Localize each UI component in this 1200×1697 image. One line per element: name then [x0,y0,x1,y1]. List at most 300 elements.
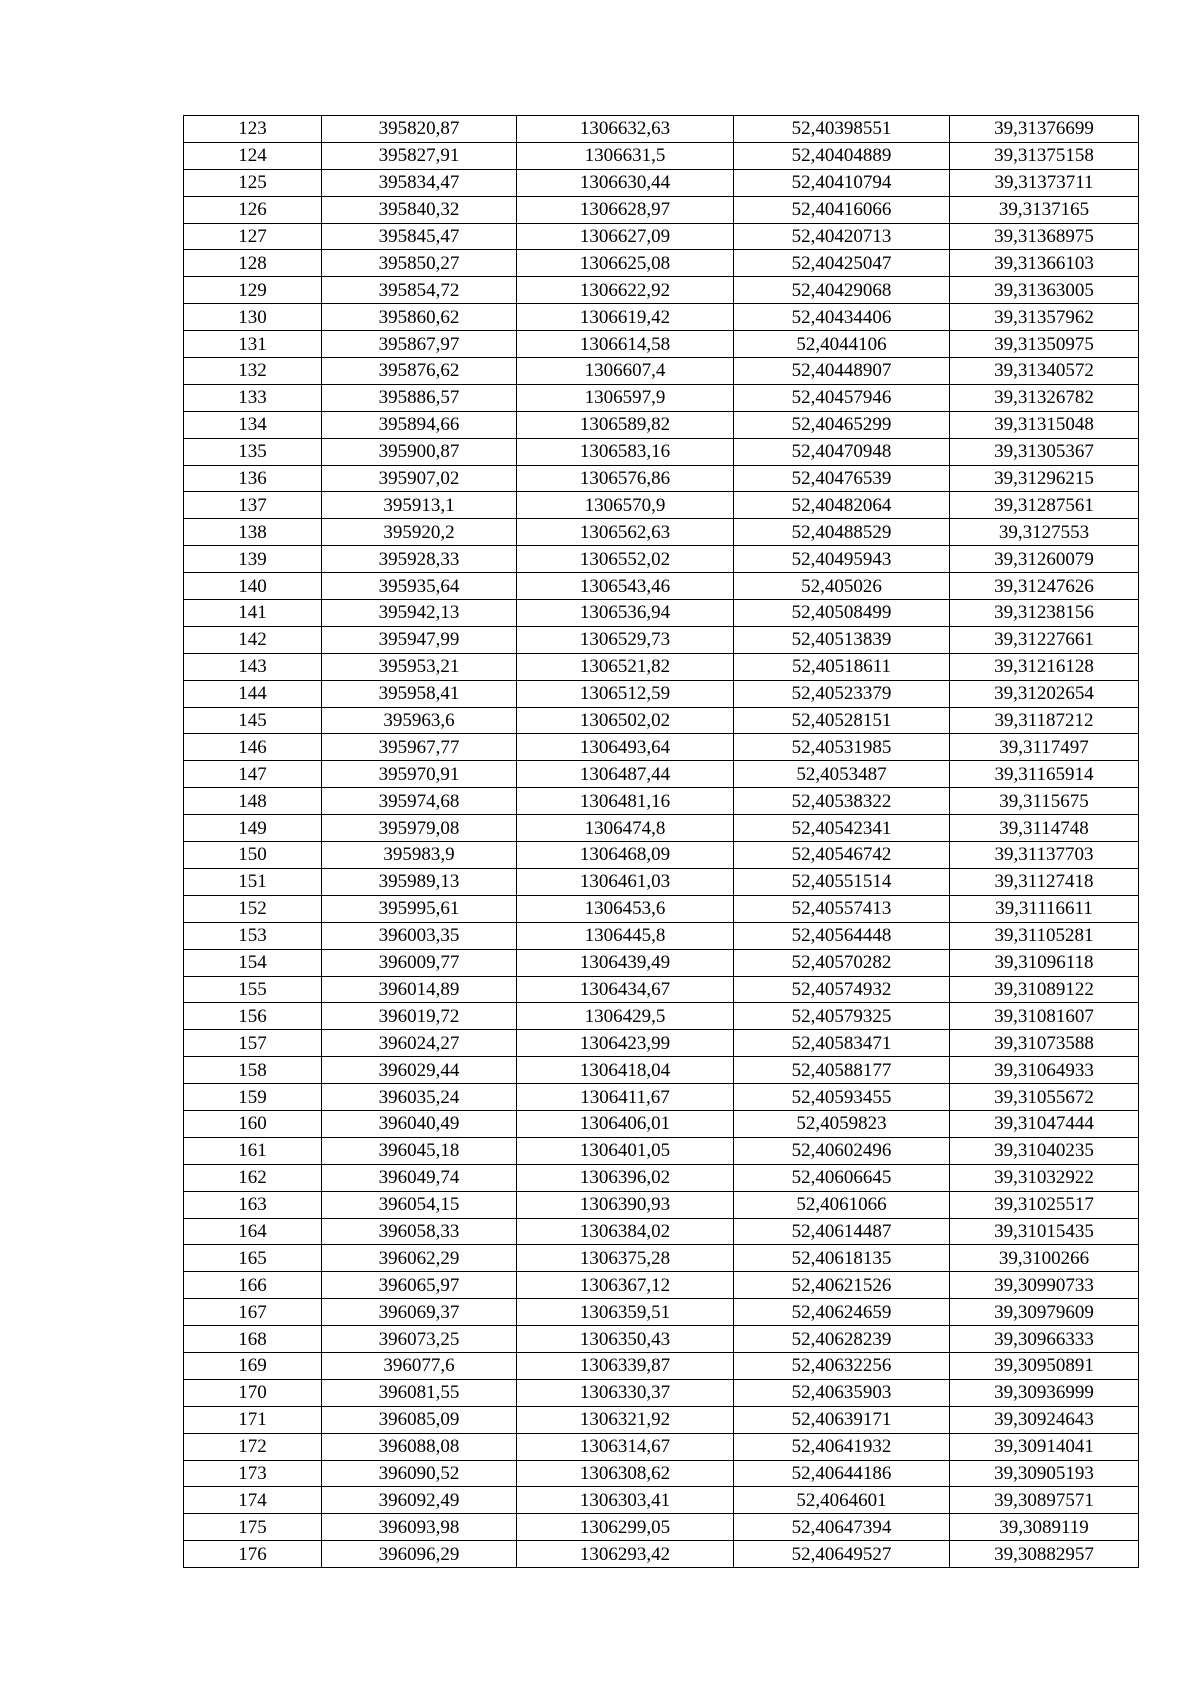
y-coordinate-cell: 1306619,42 [517,304,734,331]
latitude-cell: 52,40420713 [734,223,950,250]
latitude-cell: 52,40588177 [734,1057,950,1084]
point-number-cell: 136 [184,465,322,492]
longitude-cell: 39,31089122 [950,976,1139,1003]
x-coordinate-cell: 396054,15 [322,1191,517,1218]
y-coordinate-cell: 1306631,5 [517,142,734,169]
y-coordinate-cell: 1306552,02 [517,546,734,573]
x-coordinate-cell: 395989,13 [322,868,517,895]
longitude-cell: 39,31055672 [950,1084,1139,1111]
x-coordinate-cell: 395974,68 [322,788,517,815]
point-number-cell: 174 [184,1487,322,1514]
latitude-cell: 52,4053487 [734,761,950,788]
coordinates-table-body [184,116,1139,1568]
x-coordinate-cell: 395970,91 [322,761,517,788]
longitude-cell: 39,30936999 [950,1379,1139,1406]
x-coordinate-cell: 395854,72 [322,277,517,304]
latitude-cell: 52,40632256 [734,1352,950,1379]
table-row [184,304,1139,331]
longitude-cell: 39,3114748 [950,815,1139,842]
x-coordinate-cell: 395840,32 [322,196,517,223]
longitude-cell: 39,3127553 [950,519,1139,546]
table-row [184,734,1139,761]
latitude-cell: 52,40564448 [734,922,950,949]
table-row [184,250,1139,277]
latitude-cell: 52,40621526 [734,1272,950,1299]
latitude-cell: 52,4059823 [734,1110,950,1137]
y-coordinate-cell: 1306367,12 [517,1272,734,1299]
x-coordinate-cell: 396014,89 [322,976,517,1003]
latitude-cell: 52,40495943 [734,546,950,573]
table-row [184,868,1139,895]
latitude-cell: 52,4064601 [734,1487,950,1514]
longitude-cell: 39,31287561 [950,492,1139,519]
y-coordinate-cell: 1306350,43 [517,1326,734,1353]
latitude-cell: 52,40593455 [734,1084,950,1111]
longitude-cell: 39,30897571 [950,1487,1139,1514]
latitude-cell: 52,40523379 [734,680,950,707]
y-coordinate-cell: 1306632,63 [517,116,734,143]
latitude-cell: 52,40606645 [734,1164,950,1191]
x-coordinate-cell: 395983,9 [322,842,517,869]
x-coordinate-cell: 395894,66 [322,411,517,438]
longitude-cell: 39,31081607 [950,1003,1139,1030]
point-number-cell: 124 [184,142,322,169]
latitude-cell: 52,40404889 [734,142,950,169]
longitude-cell: 39,31032922 [950,1164,1139,1191]
latitude-cell: 52,40618135 [734,1245,950,1272]
point-number-cell: 171 [184,1406,322,1433]
x-coordinate-cell: 395963,6 [322,707,517,734]
latitude-cell: 52,40508499 [734,600,950,627]
latitude-cell: 52,4044106 [734,331,950,358]
longitude-cell: 39,31025517 [950,1191,1139,1218]
point-number-cell: 131 [184,331,322,358]
y-coordinate-cell: 1306406,01 [517,1110,734,1137]
latitude-cell: 52,40429068 [734,277,950,304]
latitude-cell: 52,40574932 [734,976,950,1003]
x-coordinate-cell: 396096,29 [322,1541,517,1568]
point-number-cell: 141 [184,600,322,627]
y-coordinate-cell: 1306308,62 [517,1460,734,1487]
table-row [184,1514,1139,1541]
point-number-cell: 176 [184,1541,322,1568]
x-coordinate-cell: 395920,2 [322,519,517,546]
point-number-cell: 167 [184,1299,322,1326]
longitude-cell: 39,31296215 [950,465,1139,492]
y-coordinate-cell: 1306439,49 [517,949,734,976]
table-row [184,1003,1139,1030]
table-row [184,761,1139,788]
latitude-cell: 52,40470948 [734,438,950,465]
y-coordinate-cell: 1306576,86 [517,465,734,492]
table-row [184,949,1139,976]
table-row [184,142,1139,169]
longitude-cell: 39,31363005 [950,277,1139,304]
longitude-cell: 39,31096118 [950,949,1139,976]
point-number-cell: 138 [184,519,322,546]
longitude-cell: 39,31165914 [950,761,1139,788]
y-coordinate-cell: 1306390,93 [517,1191,734,1218]
table-row [184,1487,1139,1514]
point-number-cell: 126 [184,196,322,223]
point-number-cell: 158 [184,1057,322,1084]
longitude-cell: 39,30979609 [950,1299,1139,1326]
table-row [184,331,1139,358]
x-coordinate-cell: 395834,47 [322,169,517,196]
table-row [184,438,1139,465]
table-row [184,1057,1139,1084]
y-coordinate-cell: 1306429,5 [517,1003,734,1030]
longitude-cell: 39,31305367 [950,438,1139,465]
longitude-cell: 39,31040235 [950,1137,1139,1164]
point-number-cell: 159 [184,1084,322,1111]
point-number-cell: 165 [184,1245,322,1272]
table-row [184,1110,1139,1137]
table-row [184,1460,1139,1487]
latitude-cell: 52,40602496 [734,1137,950,1164]
x-coordinate-cell: 396019,72 [322,1003,517,1030]
table-row [184,600,1139,627]
table-row [184,976,1139,1003]
point-number-cell: 153 [184,922,322,949]
point-number-cell: 123 [184,116,322,143]
point-number-cell: 144 [184,680,322,707]
y-coordinate-cell: 1306543,46 [517,573,734,600]
x-coordinate-cell: 395953,21 [322,653,517,680]
x-coordinate-cell: 396090,52 [322,1460,517,1487]
table-row [184,358,1139,385]
longitude-cell: 39,31202654 [950,680,1139,707]
latitude-cell: 52,40570282 [734,949,950,976]
y-coordinate-cell: 1306396,02 [517,1164,734,1191]
table-row [184,384,1139,411]
y-coordinate-cell: 1306562,63 [517,519,734,546]
latitude-cell: 52,40434406 [734,304,950,331]
latitude-cell: 52,40557413 [734,895,950,922]
table-row [184,707,1139,734]
table-row [184,116,1139,143]
latitude-cell: 52,40538322 [734,788,950,815]
x-coordinate-cell: 395876,62 [322,358,517,385]
y-coordinate-cell: 1306570,9 [517,492,734,519]
point-number-cell: 161 [184,1137,322,1164]
longitude-cell: 39,3115675 [950,788,1139,815]
point-number-cell: 142 [184,626,322,653]
x-coordinate-cell: 396049,74 [322,1164,517,1191]
y-coordinate-cell: 1306321,92 [517,1406,734,1433]
longitude-cell: 39,31064933 [950,1057,1139,1084]
latitude-cell: 52,40583471 [734,1030,950,1057]
point-number-cell: 162 [184,1164,322,1191]
point-number-cell: 134 [184,411,322,438]
table-row [184,546,1139,573]
latitude-cell: 52,40410794 [734,169,950,196]
y-coordinate-cell: 1306375,28 [517,1245,734,1272]
longitude-cell: 39,31260079 [950,546,1139,573]
point-number-cell: 155 [184,976,322,1003]
point-number-cell: 156 [184,1003,322,1030]
y-coordinate-cell: 1306583,16 [517,438,734,465]
table-row [184,223,1139,250]
longitude-cell: 39,30905193 [950,1460,1139,1487]
table-row [184,922,1139,949]
table-row [184,1164,1139,1191]
longitude-cell: 39,31238156 [950,600,1139,627]
y-coordinate-cell: 1306529,73 [517,626,734,653]
latitude-cell: 52,40641932 [734,1433,950,1460]
point-number-cell: 163 [184,1191,322,1218]
y-coordinate-cell: 1306474,8 [517,815,734,842]
point-number-cell: 151 [184,868,322,895]
y-coordinate-cell: 1306314,67 [517,1433,734,1460]
x-coordinate-cell: 396009,77 [322,949,517,976]
x-coordinate-cell: 396062,29 [322,1245,517,1272]
y-coordinate-cell: 1306512,59 [517,680,734,707]
point-number-cell: 128 [184,250,322,277]
latitude-cell: 52,40551514 [734,868,950,895]
latitude-cell: 52,40513839 [734,626,950,653]
y-coordinate-cell: 1306625,08 [517,250,734,277]
table-row [184,895,1139,922]
x-coordinate-cell: 396081,55 [322,1379,517,1406]
x-coordinate-cell: 395995,61 [322,895,517,922]
x-coordinate-cell: 396092,49 [322,1487,517,1514]
table-row [184,465,1139,492]
point-number-cell: 164 [184,1218,322,1245]
table-row [184,169,1139,196]
y-coordinate-cell: 1306614,58 [517,331,734,358]
latitude-cell: 52,40635903 [734,1379,950,1406]
table-row [184,1218,1139,1245]
x-coordinate-cell: 395900,87 [322,438,517,465]
point-number-cell: 143 [184,653,322,680]
y-coordinate-cell: 1306299,05 [517,1514,734,1541]
table-row [184,573,1139,600]
latitude-cell: 52,40649527 [734,1541,950,1568]
longitude-cell: 39,30990733 [950,1272,1139,1299]
point-number-cell: 175 [184,1514,322,1541]
latitude-cell: 52,40476539 [734,465,950,492]
y-coordinate-cell: 1306423,99 [517,1030,734,1057]
latitude-cell: 52,40528151 [734,707,950,734]
y-coordinate-cell: 1306630,44 [517,169,734,196]
longitude-cell: 39,3117497 [950,734,1139,761]
x-coordinate-cell: 395867,97 [322,331,517,358]
y-coordinate-cell: 1306487,44 [517,761,734,788]
x-coordinate-cell: 395827,91 [322,142,517,169]
table-row [184,1379,1139,1406]
longitude-cell: 39,31015435 [950,1218,1139,1245]
table-row [184,680,1139,707]
table-row [184,1084,1139,1111]
x-coordinate-cell: 395935,64 [322,573,517,600]
table-row [184,1352,1139,1379]
point-number-cell: 137 [184,492,322,519]
longitude-cell: 39,31340572 [950,358,1139,385]
longitude-cell: 39,31116611 [950,895,1139,922]
x-coordinate-cell: 396085,09 [322,1406,517,1433]
longitude-cell: 39,31373711 [950,169,1139,196]
longitude-cell: 39,31350975 [950,331,1139,358]
point-number-cell: 152 [184,895,322,922]
longitude-cell: 39,30966333 [950,1326,1139,1353]
x-coordinate-cell: 395913,1 [322,492,517,519]
coordinates-table [183,115,1139,1568]
longitude-cell: 39,30950891 [950,1352,1139,1379]
longitude-cell: 39,3089119 [950,1514,1139,1541]
point-number-cell: 154 [184,949,322,976]
point-number-cell: 132 [184,358,322,385]
y-coordinate-cell: 1306384,02 [517,1218,734,1245]
longitude-cell: 39,31315048 [950,411,1139,438]
point-number-cell: 129 [184,277,322,304]
point-number-cell: 125 [184,169,322,196]
y-coordinate-cell: 1306622,92 [517,277,734,304]
y-coordinate-cell: 1306597,9 [517,384,734,411]
longitude-cell: 39,31357962 [950,304,1139,331]
point-number-cell: 166 [184,1272,322,1299]
point-number-cell: 160 [184,1110,322,1137]
latitude-cell: 52,40416066 [734,196,950,223]
latitude-cell: 52,405026 [734,573,950,600]
latitude-cell: 52,40542341 [734,815,950,842]
x-coordinate-cell: 396073,25 [322,1326,517,1353]
latitude-cell: 52,40465299 [734,411,950,438]
y-coordinate-cell: 1306411,67 [517,1084,734,1111]
latitude-cell: 52,40531985 [734,734,950,761]
x-coordinate-cell: 396045,18 [322,1137,517,1164]
longitude-cell: 39,31105281 [950,922,1139,949]
x-coordinate-cell: 395886,57 [322,384,517,411]
table-row [184,626,1139,653]
table-row [184,1245,1139,1272]
x-coordinate-cell: 396029,44 [322,1057,517,1084]
y-coordinate-cell: 1306521,82 [517,653,734,680]
longitude-cell: 39,31216128 [950,653,1139,680]
x-coordinate-cell: 396093,98 [322,1514,517,1541]
y-coordinate-cell: 1306339,87 [517,1352,734,1379]
point-number-cell: 149 [184,815,322,842]
longitude-cell: 39,31227661 [950,626,1139,653]
table-row [184,653,1139,680]
x-coordinate-cell: 395907,02 [322,465,517,492]
y-coordinate-cell: 1306445,8 [517,922,734,949]
table-row [184,1406,1139,1433]
latitude-cell: 52,4061066 [734,1191,950,1218]
x-coordinate-cell: 395942,13 [322,600,517,627]
x-coordinate-cell: 395947,99 [322,626,517,653]
y-coordinate-cell: 1306293,42 [517,1541,734,1568]
point-number-cell: 168 [184,1326,322,1353]
y-coordinate-cell: 1306461,03 [517,868,734,895]
table-row [184,1191,1139,1218]
latitude-cell: 52,40425047 [734,250,950,277]
table-row [184,1030,1139,1057]
y-coordinate-cell: 1306330,37 [517,1379,734,1406]
y-coordinate-cell: 1306359,51 [517,1299,734,1326]
point-number-cell: 146 [184,734,322,761]
table-row [184,1299,1139,1326]
latitude-cell: 52,40624659 [734,1299,950,1326]
latitude-cell: 52,40644186 [734,1460,950,1487]
point-number-cell: 130 [184,304,322,331]
y-coordinate-cell: 1306493,64 [517,734,734,761]
latitude-cell: 52,40448907 [734,358,950,385]
point-number-cell: 140 [184,573,322,600]
x-coordinate-cell: 396069,37 [322,1299,517,1326]
latitude-cell: 52,40639171 [734,1406,950,1433]
table-row [184,815,1139,842]
table-row [184,277,1139,304]
y-coordinate-cell: 1306481,16 [517,788,734,815]
x-coordinate-cell: 396035,24 [322,1084,517,1111]
latitude-cell: 52,40398551 [734,116,950,143]
x-coordinate-cell: 395967,77 [322,734,517,761]
longitude-cell: 39,31375158 [950,142,1139,169]
x-coordinate-cell: 395860,62 [322,304,517,331]
point-number-cell: 147 [184,761,322,788]
latitude-cell: 52,40628239 [734,1326,950,1353]
longitude-cell: 39,31127418 [950,868,1139,895]
longitude-cell: 39,30914041 [950,1433,1139,1460]
y-coordinate-cell: 1306303,41 [517,1487,734,1514]
x-coordinate-cell: 396088,08 [322,1433,517,1460]
table-row [184,842,1139,869]
point-number-cell: 148 [184,788,322,815]
longitude-cell: 39,3137165 [950,196,1139,223]
longitude-cell: 39,31368975 [950,223,1139,250]
y-coordinate-cell: 1306628,97 [517,196,734,223]
table-row [184,1541,1139,1568]
x-coordinate-cell: 396024,27 [322,1030,517,1057]
y-coordinate-cell: 1306418,04 [517,1057,734,1084]
longitude-cell: 39,31247626 [950,573,1139,600]
longitude-cell: 39,30882957 [950,1541,1139,1568]
x-coordinate-cell: 395845,47 [322,223,517,250]
y-coordinate-cell: 1306434,67 [517,976,734,1003]
latitude-cell: 52,40614487 [734,1218,950,1245]
longitude-cell: 39,31326782 [950,384,1139,411]
y-coordinate-cell: 1306607,4 [517,358,734,385]
y-coordinate-cell: 1306468,09 [517,842,734,869]
latitude-cell: 52,40488529 [734,519,950,546]
x-coordinate-cell: 395979,08 [322,815,517,842]
table-row [184,492,1139,519]
table-row [184,1272,1139,1299]
latitude-cell: 52,40457946 [734,384,950,411]
x-coordinate-cell: 396077,6 [322,1352,517,1379]
point-number-cell: 133 [184,384,322,411]
point-number-cell: 139 [184,546,322,573]
longitude-cell: 39,31366103 [950,250,1139,277]
point-number-cell: 157 [184,1030,322,1057]
table-row [184,196,1139,223]
x-coordinate-cell: 396058,33 [322,1218,517,1245]
longitude-cell: 39,3100266 [950,1245,1139,1272]
longitude-cell: 39,31047444 [950,1110,1139,1137]
y-coordinate-cell: 1306502,02 [517,707,734,734]
latitude-cell: 52,40647394 [734,1514,950,1541]
table-row [184,519,1139,546]
x-coordinate-cell: 395820,87 [322,116,517,143]
longitude-cell: 39,31376699 [950,116,1139,143]
longitude-cell: 39,31137703 [950,842,1139,869]
point-number-cell: 169 [184,1352,322,1379]
longitude-cell: 39,31073588 [950,1030,1139,1057]
table-row [184,411,1139,438]
longitude-cell: 39,30924643 [950,1406,1139,1433]
latitude-cell: 52,40518611 [734,653,950,680]
